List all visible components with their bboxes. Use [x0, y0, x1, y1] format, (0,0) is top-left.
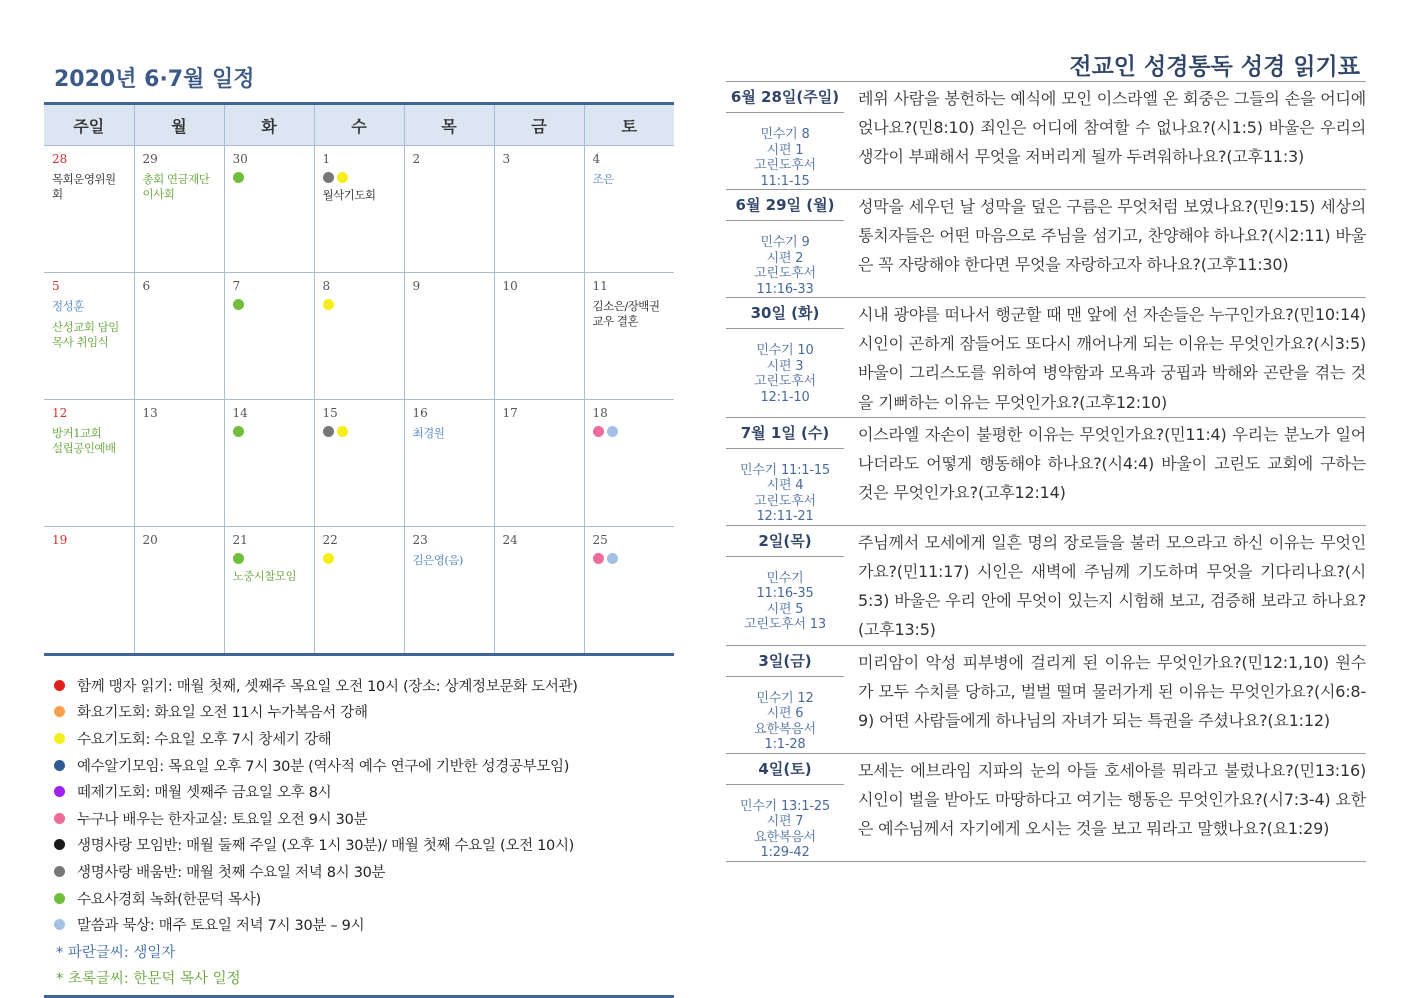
reading-day-left	[726, 754, 844, 861]
reading-ref: 요한복음서	[754, 829, 816, 845]
reading-day-label: 2일(목)	[726, 526, 844, 557]
yellow-dot-icon	[323, 553, 334, 564]
weekday-fri: 금	[494, 104, 584, 146]
calendar-event: 조은	[592, 172, 614, 186]
lightblue-dot-icon	[607, 426, 618, 437]
weekday-thu: 목	[404, 104, 494, 146]
event-dots	[323, 551, 396, 563]
green-dot-icon	[233, 172, 244, 183]
reading-ref: 1:29-42	[760, 845, 810, 861]
calendar-week-row	[44, 527, 674, 655]
legend-item	[54, 885, 674, 912]
calendar-day-cell	[584, 527, 674, 655]
reading-ref: 민수기 13:1-25	[739, 798, 831, 814]
lightblue-dot-icon	[54, 919, 65, 930]
day-number: 8	[322, 279, 331, 293]
yellow-dot-icon	[337, 426, 348, 437]
reading-refs	[726, 329, 844, 405]
calendar-day-cell	[584, 146, 674, 273]
weekday-sat: 토	[584, 104, 674, 146]
calendar-day-cell	[404, 146, 494, 273]
calendar-section	[44, 58, 674, 998]
calendar-day-cell	[134, 273, 224, 400]
calendar-event: 산성교회 담임 목사 취임식	[52, 320, 119, 349]
calendar-day-cell	[44, 400, 134, 527]
purple-dot-icon	[54, 786, 65, 797]
reading-questions: 이스라엘 자손이 불평한 이유는 무엇인가요?(민11:4) 우리는 분노가 일어나더라도 어떻게 행동해야 하나요?(시4:4) 바울이 고린도 교회에 구하는 것은 무엇인가요?(고후12:14)	[858, 424, 1366, 503]
event-dots	[323, 170, 396, 182]
legend	[44, 672, 674, 991]
yellow-dot-icon	[54, 733, 65, 744]
calendar-day-cell	[224, 527, 314, 655]
event-dots	[233, 297, 306, 309]
legend-text: 누구나 배우는 한자교실: 토요일 오전 9시 30분	[77, 811, 368, 828]
calendar-week-row	[44, 400, 674, 527]
reading-questions: 성막을 세우던 날 성막을 덮은 구름은 무엇처럼 보였나요?(민9:15) 세상의 통치자들은 어떤 마음으로 주님을 섬기고, 찬양해야 하나요?(시2:11) 바울은 꼭 자랑해야 한다면 무엇을 자랑하고자 하나요?(고후11:30)	[858, 197, 1366, 275]
event-dots	[233, 424, 306, 436]
reading-day-label: 7월 1일 (수)	[726, 418, 844, 449]
calendar-day-cell	[224, 400, 314, 527]
reading-day	[726, 526, 1366, 646]
pink-dot-icon	[54, 813, 65, 824]
reading-ref: 1:1-28	[764, 737, 806, 753]
calendar-day-cell	[404, 527, 494, 655]
reading-day-left	[726, 418, 844, 525]
reading-day	[726, 418, 1366, 526]
legend-text: 떼제기도회: 매월 셋째주 금요일 오후 8시	[77, 785, 332, 802]
calendar-day-cell	[44, 527, 134, 655]
calendar-day-cell	[584, 400, 674, 527]
day-number: 16	[412, 406, 428, 420]
calendar-event: 노중시찰모임	[232, 569, 297, 583]
calendar-event: 김은영(음)	[412, 553, 463, 567]
reading-ref: 시편 7	[766, 814, 804, 830]
day-number: 17	[502, 406, 518, 420]
day-number: 29	[142, 152, 158, 166]
day-number: 18	[592, 406, 608, 420]
reading-day	[726, 646, 1366, 754]
calendar-day-cell	[314, 273, 404, 400]
legend-text: 수요사경회 녹화(한문덕 목사)	[77, 891, 261, 908]
gray-dot-icon	[323, 172, 334, 183]
day-number: 4	[592, 152, 601, 166]
calendar-day-cell	[584, 273, 674, 400]
calendar-day-cell	[494, 527, 584, 655]
reading-plan-list	[726, 81, 1366, 862]
legend-text: 화요기도회: 화요일 오전 11시 누가복음서 강해	[77, 705, 368, 722]
legend-item	[54, 805, 674, 832]
legend-item	[54, 699, 674, 726]
day-number: 6	[142, 279, 151, 293]
reading-questions: 미리암이 악성 피부병에 걸리게 된 이유는 무엇인가요?(민12:1,10) 원수가 모두 수치를 당하고, 벌벌 떨며 물러가게 된 이유는 무엇인가요?(시6:8-9) 어떤 사람들에게 하나님의 자녀가 되는 특권을 주셨나요?(요1:12)	[858, 652, 1366, 731]
calendar-day-cell	[314, 400, 404, 527]
calendar-day-cell	[404, 400, 494, 527]
calendar-day-cell	[44, 273, 134, 400]
reading-ref: 시편 4	[766, 478, 804, 494]
gray-dot-icon	[323, 426, 334, 437]
event-dots	[233, 170, 306, 182]
weekday-sun: 주일	[44, 104, 134, 146]
day-number: 2	[412, 152, 421, 166]
calendar-week-row	[44, 146, 674, 273]
reading-day-left	[726, 190, 844, 297]
reading-ref: 11:16-33	[756, 281, 814, 297]
reading-ref: 고린도후서	[754, 493, 816, 509]
calendar-day-cell	[494, 400, 584, 527]
day-number: 19	[52, 533, 68, 547]
day-number: 28	[52, 152, 68, 166]
calendar-day-cell	[134, 146, 224, 273]
green-dot-icon	[54, 893, 65, 904]
day-number: 25	[592, 533, 608, 547]
gray-dot-icon	[54, 866, 65, 877]
reading-ref: 12:11-21	[756, 509, 814, 525]
navy-dot-icon	[54, 760, 65, 771]
reading-day	[726, 82, 1366, 190]
calendar-day-cell	[224, 273, 314, 400]
day-number: 23	[412, 533, 428, 547]
legend-item	[54, 752, 674, 779]
calendar-day-cell	[44, 146, 134, 273]
calendar-day-cell	[134, 527, 224, 655]
day-number: 11	[592, 279, 608, 293]
reading-day-label: 4일(토)	[726, 754, 844, 785]
calendar-event: 총회 연금재단 이사회	[142, 172, 210, 201]
reading-ref: 민수기 12	[756, 690, 814, 706]
calendar-event: 최경원	[412, 426, 445, 440]
reading-ref: 민수기 10	[756, 343, 814, 358]
reading-refs	[726, 221, 844, 297]
reading-ref: 시편 2	[766, 250, 804, 266]
calendar-day-cell	[224, 146, 314, 273]
reading-ref: 민수기 9	[760, 235, 810, 250]
pink-dot-icon	[593, 553, 604, 564]
day-number: 1	[322, 152, 331, 166]
calendar-day-cell	[134, 400, 224, 527]
reading-questions: 레위 사람을 봉헌하는 예식에 모인 이스라엘 온 회중은 그들의 손을 어디에 얹나요?(민8:10) 죄인은 어디에 참여할 수 없나요?(시1:5) 바울은 우리의 생각이 부패해서 무엇을 저버리게 될까 두려워하나요?(고후11:3)	[858, 89, 1366, 167]
weekday-tue: 화	[224, 104, 314, 146]
day-number: 3	[502, 152, 511, 166]
reading-ref: 시편 1	[766, 142, 804, 158]
calendar-week-row	[44, 273, 674, 400]
reading-refs	[726, 785, 844, 861]
event-dots	[233, 551, 306, 563]
green-dot-icon	[233, 426, 244, 437]
lightblue-dot-icon	[607, 553, 618, 564]
reading-ref: 12:1-10	[760, 389, 810, 405]
day-number: 24	[502, 533, 518, 547]
event-dots	[593, 424, 667, 436]
yellow-dot-icon	[323, 299, 334, 310]
calendar-event: 정성훈	[52, 299, 84, 313]
day-number: 22	[322, 533, 338, 547]
reading-day-label: 6월 28일(주일)	[726, 82, 844, 113]
reading-ref: 민수기 11:1-15	[739, 462, 831, 478]
legend-note: * 초록글씨: 한문덕 목사 일정	[56, 971, 241, 988]
reading-ref: 고린도후서	[754, 266, 816, 281]
day-number: 14	[232, 406, 248, 420]
day-number: 7	[232, 279, 241, 293]
day-number: 13	[142, 406, 158, 420]
day-number: 10	[502, 279, 518, 293]
legend-text: 예수알기모임: 목요일 오후 7시 30분 (역사적 예수 연구에 기반한 성경공부모임)	[77, 758, 570, 775]
reading-day-label: 6월 29일 (월)	[726, 190, 844, 221]
legend-item	[54, 725, 674, 752]
event-dots	[323, 297, 396, 309]
reading-questions: 시내 광야를 떠나서 행군할 때 맨 앞에 선 자손들은 누구인가요?(민10:14) 시인이 곤하게 잠들어도 또다시 깨어나게 되는 이유는 무엇인가요?(시3:5) 바울이 그리스도를 위하여 병약함과 모욕과 궁핍과 박해와 곤란을 겪는 것을 기뻐하는 이유는 무엇인가요?(고후12:10)	[858, 305, 1366, 412]
legend-text: 수요기도회: 수요일 오후 7시 창세기 강해	[77, 731, 332, 748]
green-dot-icon	[233, 299, 244, 310]
reading-plan-title: 전교인 성경통독 성경 읽기표	[1069, 54, 1360, 80]
reading-day-label: 30일 (화)	[726, 298, 844, 329]
reading-refs	[726, 113, 844, 189]
day-number: 20	[142, 533, 158, 547]
green-dot-icon	[233, 553, 244, 564]
reading-ref: 민수기	[766, 570, 804, 586]
legend-item	[54, 778, 674, 805]
calendar-event: 월삭기도회	[322, 188, 376, 202]
reading-day-left	[726, 298, 844, 417]
reading-ref: 민수기 8	[760, 127, 810, 142]
black-dot-icon	[54, 839, 65, 850]
legend-text: 말씀과 묵상: 매주 토요일 저녁 7시 30분 – 9시	[77, 918, 365, 935]
legend-item	[54, 672, 674, 699]
weekday-wed: 수	[314, 104, 404, 146]
legend-item	[54, 832, 674, 859]
reading-ref: 11:1-15	[760, 173, 810, 189]
reading-ref: 시편 6	[766, 706, 804, 722]
day-number: 12	[52, 406, 68, 420]
reading-refs	[726, 449, 844, 525]
orange-dot-icon	[54, 706, 65, 717]
calendar-title: 2020년 6·7월 일정	[54, 67, 255, 92]
reading-ref: 시편 5	[766, 601, 804, 617]
day-number: 30	[232, 152, 248, 166]
reading-ref: 요한복음서	[754, 721, 816, 737]
reading-day	[726, 190, 1366, 298]
reading-questions: 주님께서 모세에게 일흔 명의 장로들을 불러 모으라고 하신 이유는 무엇인가요?(민11:17) 시인은 새벽에 주님께 기도하며 무엇을 기다리나요?(시5:3) 바울은 우리 안에 무엇이 있는지 시험해 보고, 검증해 보라고 하나요?(고후13:5)	[858, 532, 1366, 640]
red-dot-icon	[54, 680, 65, 691]
reading-day-left	[726, 646, 844, 753]
weekday-mon: 월	[134, 104, 224, 146]
reading-day	[726, 754, 1366, 862]
reading-day-left	[726, 82, 844, 189]
reading-plan-section	[726, 48, 1366, 862]
calendar-event: 김소은/장백권 교우 결혼	[592, 299, 660, 328]
weekday-header-row	[44, 104, 674, 146]
day-number: 5	[52, 279, 60, 293]
calendar-day-cell	[494, 273, 584, 400]
calendar-day-cell	[314, 527, 404, 655]
event-dots	[323, 424, 396, 436]
day-number: 9	[412, 279, 421, 293]
pink-dot-icon	[593, 426, 604, 437]
calendar-event: 방커1교회 설립공인예배	[52, 426, 116, 455]
calendar-event: 목회운영위원회	[52, 172, 116, 201]
reading-questions: 모세는 에브라임 지파의 눈의 아들 호세아를 뭐라고 불렀나요?(민13:16) 시인이 벌을 받아도 마땅하다고 여기는 행동은 무엇인가요?(시7:3-4) 요한은 예수님께서 자기에게 오시는 것을 보고 뭐라고 말했나요?(요1:29)	[858, 760, 1366, 839]
reading-ref: 고린도후서	[754, 158, 816, 173]
event-dots	[593, 551, 667, 563]
reading-refs	[726, 677, 844, 753]
reading-ref: 고린도후서 13	[744, 617, 826, 633]
reading-day-label: 3일(금)	[726, 646, 844, 677]
day-number: 21	[232, 533, 248, 547]
legend-text: 함께 맹자 읽기: 매월 첫째, 셋째주 목요일 오전 10시 (장소: 상계정보문화 도서관)	[77, 678, 578, 695]
legend-text: 생명사랑 모임반: 매월 둘째 주일 (오후 1시 30분)/ 매월 첫째 수요일 (오전 10시)	[77, 838, 575, 855]
calendar-day-cell	[314, 146, 404, 273]
legend-item	[54, 911, 674, 938]
calendar-table	[44, 102, 674, 656]
reading-day-left	[726, 526, 844, 645]
yellow-dot-icon	[337, 172, 348, 183]
calendar-day-cell	[494, 146, 584, 273]
calendar-day-cell	[404, 273, 494, 400]
reading-ref: 11:16-35	[756, 586, 814, 602]
reading-ref: 시편 3	[766, 358, 804, 374]
legend-note: * 파란글씨: 생일자	[56, 944, 176, 961]
day-number: 15	[322, 406, 338, 420]
reading-day	[726, 298, 1366, 418]
reading-refs	[726, 557, 844, 633]
legend-text: 생명사랑 배움반: 매월 첫째 수요일 저녁 8시 30분	[77, 864, 386, 881]
legend-item	[54, 858, 674, 885]
reading-ref: 고린도후서	[754, 374, 816, 389]
